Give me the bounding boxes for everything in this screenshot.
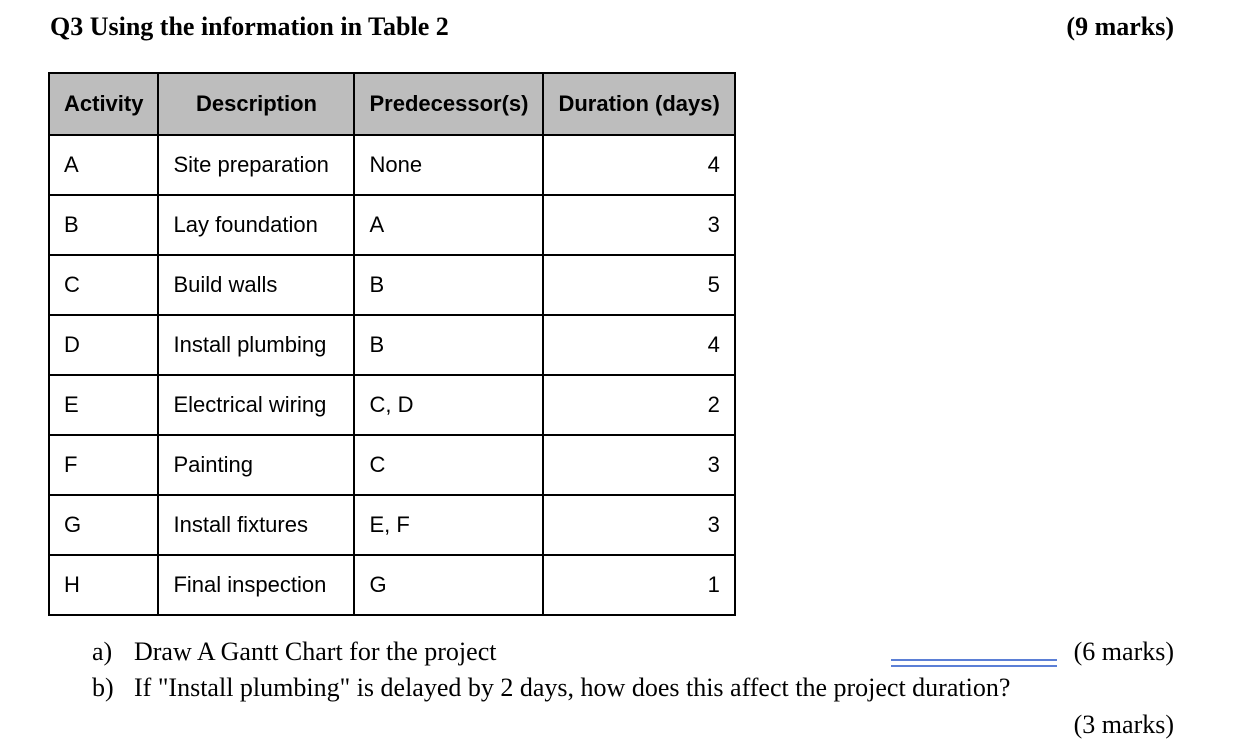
cell-description: Build walls	[158, 255, 354, 315]
cell-predecessors: G	[354, 555, 543, 615]
cell-duration: 4	[543, 135, 734, 195]
cell-predecessors: E, F	[354, 495, 543, 555]
header-duration: Duration (days)	[543, 73, 734, 135]
cell-description: Final inspection	[158, 555, 354, 615]
cell-duration: 3	[543, 495, 734, 555]
table-row	[49, 315, 735, 375]
question-marks: (9 marks)	[1066, 12, 1174, 41]
cell-predecessors: B	[354, 315, 543, 375]
table-row	[49, 435, 735, 495]
table-row	[49, 495, 735, 555]
part-b	[92, 673, 1010, 703]
cell-activity: B	[49, 195, 158, 255]
cell-predecessors: B	[354, 255, 543, 315]
header-description: Description	[158, 73, 354, 135]
double-underline	[891, 659, 1057, 667]
table-row	[49, 255, 735, 315]
header-activity: Activity	[49, 73, 158, 135]
cell-duration: 3	[543, 195, 734, 255]
cell-duration: 5	[543, 255, 734, 315]
activity-table	[48, 72, 736, 616]
table-row	[49, 555, 735, 615]
part-b-marks: (3 marks)	[1073, 710, 1174, 739]
cell-duration: 2	[543, 375, 734, 435]
cell-description: Electrical wiring	[158, 375, 354, 435]
cell-description: Install fixtures	[158, 495, 354, 555]
cell-predecessors: A	[354, 195, 543, 255]
cell-description: Install plumbing	[158, 315, 354, 375]
part-a-text: Draw A Gantt Chart for the project	[134, 637, 497, 666]
table-row	[49, 195, 735, 255]
cell-activity: F	[49, 435, 158, 495]
cell-activity: H	[49, 555, 158, 615]
table-header-row	[49, 73, 735, 135]
part-b-text: If "Install plumbing" is delayed by 2 days, how does this affect the project duration?	[134, 673, 1011, 702]
header-predecessors: Predecessor(s)	[354, 73, 543, 135]
cell-duration: 1	[543, 555, 734, 615]
part-a	[92, 637, 496, 667]
part-a-label: a)	[92, 637, 113, 666]
cell-description: Site preparation	[158, 135, 354, 195]
cell-predecessors: None	[354, 135, 543, 195]
cell-duration: 4	[543, 315, 734, 375]
table-row	[49, 135, 735, 195]
cell-predecessors: C	[354, 435, 543, 495]
table-row	[49, 375, 735, 435]
cell-activity: G	[49, 495, 158, 555]
cell-duration: 3	[543, 435, 734, 495]
part-b-label: b)	[92, 673, 114, 702]
cell-description: Lay foundation	[158, 195, 354, 255]
cell-activity: A	[49, 135, 158, 195]
cell-activity: C	[49, 255, 158, 315]
part-a-marks: (6 marks)	[1073, 637, 1174, 666]
cell-activity: E	[49, 375, 158, 435]
question-title: Q3 Using the information in Table 2	[50, 12, 449, 41]
cell-description: Painting	[158, 435, 354, 495]
cell-activity: D	[49, 315, 158, 375]
cell-predecessors: C, D	[354, 375, 543, 435]
